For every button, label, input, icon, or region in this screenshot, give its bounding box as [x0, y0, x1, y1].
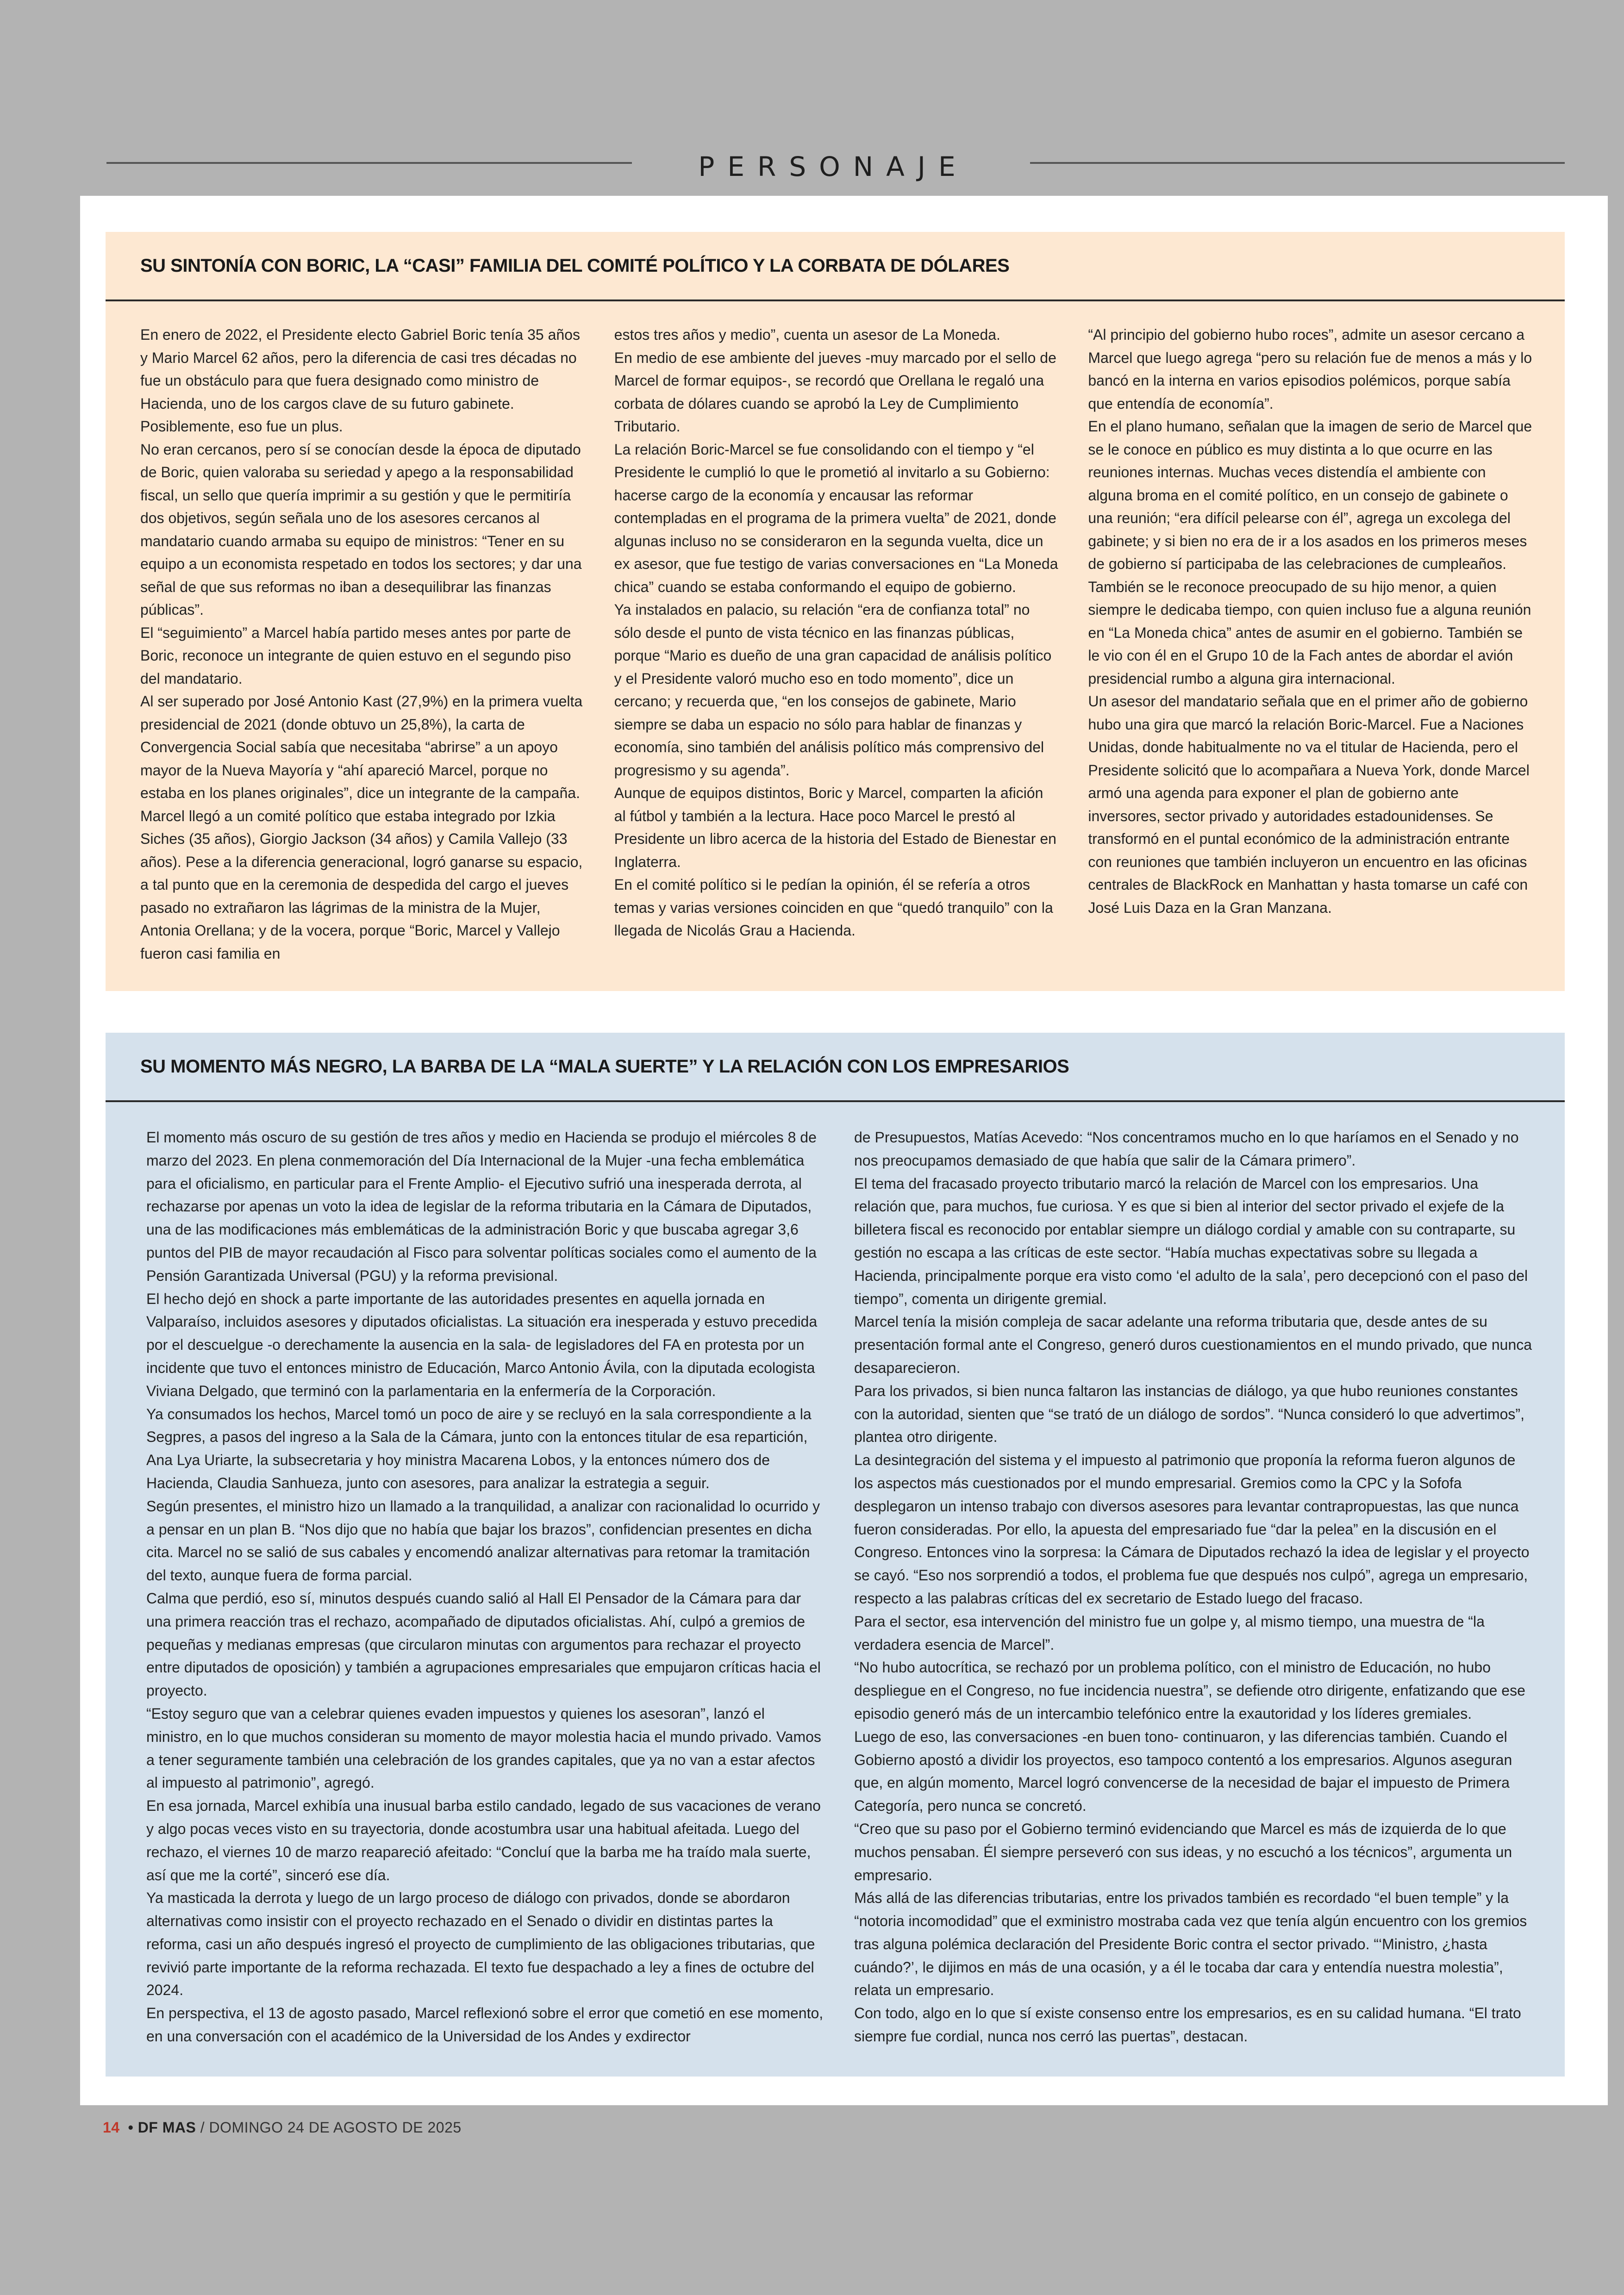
box-header [106, 232, 1565, 301]
paragraph: La relación Boric-Marcel se fue consolidando con el tiempo y “el Presidente le cumplió lo que le prometió al invitarlo a su Gobierno: hacerse cargo de la economía y encausar las reformar contempladas en el programa de la primera vuelta” de 2021, donde algunas incluso no se consideraron en la segunda vuelta, dice un ex asesor, que fue testigo de varias conversaciones en “La Moneda chica” cuando se estaba conformando el equipo de gobierno. [614, 441, 1058, 595]
paragraph: estos tres años y medio”, cuenta un asesor de La Moneda. [614, 326, 1000, 343]
box-header [106, 1033, 1565, 1102]
paragraph: El tema del fracasado proyecto tributario marcó la relación de Marcel con los empresarios. Una relación que, para muchos, fue curiosa. Y es que si bien al interior del sector privado el exjefe de la billetera fiscal es reconocido por entablar siempre un diálogo cordial y amable con su contraparte, su gestión no escapa a las críticas de este sector. “Había muchas expectativas sobre su llegada a Hacienda, principalmente porque era visto como ‘el adulto de la sala’, pero decepcionó con el paso del tiempo”, comenta un dirigente gremial. [854, 1175, 1528, 1307]
paragraph: Para el sector, esa intervención del ministro fue un golpe y, al mismo tiempo, una muestra de “la verdadera esencia de Marcel”. [854, 1613, 1485, 1653]
header-rule-right [1030, 162, 1565, 164]
paragraph: Con todo, algo en lo que sí existe consenso entre los empresarios, es en su calidad humana. “El trato siempre fue cordial, nunca nos cerró las puertas”, destacan. [854, 2005, 1521, 2045]
box-columns [106, 1102, 1565, 2048]
page-number: 14 [103, 2119, 120, 2136]
paragraph: En medio de ese ambiente del jueves -muy marcado por el sello de Marcel de formar equipos-, se recordó que Orellana le regaló una corbata de dólares cuando se aprobó la Ley de Cumplimiento Tributario. [614, 349, 1056, 435]
paragraph: En el plano humano, señalan que la imagen de serio de Marcel que se le conoce en público es muy distinta a lo que ocurre en las reuniones internas. Muchas veces distendía el ambiente con alguna broma en el comité político, en un consejo de gabinete o una reunión; “era difícil pelearse con él”, agrega un excolega del gabinete; y si bien no era de ir a los asados en los primeros meses de gobierno sí participaba de las celebraciones de cumpleaños. [1088, 418, 1532, 572]
paragraph: En esa jornada, Marcel exhibía una inusual barba estilo candado, legado de sus vacaciones de verano y algo pocas veces visto en su trayectoria, donde acostumbra usar una habitual afeitada. Luego del rechazo, el viernes 10 de marzo reapareció afeitado: “Concluí que la barba me ha traído mala suerte, así que me la corté”, sinceró ese día. [146, 1797, 821, 1883]
paragraph: Un asesor del mandatario señala que en el primer año de gobierno hubo una gira que marcó la relación Boric-Marcel. Fue a Naciones Unidas, donde habitualmente no va el titular de Hacienda, pero el Presidente solicitó que lo acompañara a Nueva York, donde Marcel armó una agenda para exponer el plan de gobierno ante inversores, sector privado y autoridades estadounidenses. Se transformó en el puntal económico de la administración entrante con reuniones que también incluyeron un encuentro en las oficinas centrales de BlackRock en Manhattan y hasta tomarse un café con José Luis Daza en la Gran Manzana. [1088, 693, 1530, 916]
paragraph: “Creo que su paso por el Gobierno terminó evidenciando que Marcel es más de izquierda de lo que muchos pensaban. Él siempre perseveró con sus ideas, y no escuchó a los técnicos”, argumenta un empresario. [854, 1820, 1512, 1883]
page-footer [103, 2119, 462, 2136]
paragraph: También se le reconoce preocupado de su hijo menor, a quien siempre le dedicaba tiempo, con quien incluso fue a alguna reunión en “La Moneda chica” antes de asumir en el gobierno. También se le vio con él en el Grupo 10 de la Fach antes de abordar el avión presidencial rumbo a alguna gira internacional. [1088, 578, 1531, 687]
paragraph: Aunque de equipos distintos, Boric y Marcel, comparten la afición al fútbol y también a la lectura. Hace poco Marcel le prestó al Presidente un libro acerca de la historia del Estado de Bienestar en Inglaterra. [614, 785, 1056, 870]
paragraph: Marcel tenía la misión compleja de sacar adelante una reforma tributaria que, desde antes de su presentación formal ante el Congreso, generó duros cuestionamientos en el mundo privado, que nunca desaparecieron. [854, 1313, 1532, 1376]
paragraph: En el comité político si le pedían la opinión, él se refería a otros temas y varias versiones coinciden en que “quedó tranquilo” con la llegada de Nicolás Grau a Hacienda. [614, 876, 1053, 939]
page-sheet [80, 196, 1608, 2105]
paragraph: El “seguimiento” a Marcel había partido meses antes por parte de Boric, reconoce un integrante de quien estuvo en el segundo piso del mandatario. [140, 624, 571, 687]
publication-name: • DF MAS [128, 2119, 196, 2136]
paragraph: En perspectiva, el 13 de agosto pasado, Marcel reflexionó sobre el error que cometió en ese momento, en una conversación con el académico de la Universidad de los Andes y exdirector [146, 2005, 824, 2045]
column-1 [140, 324, 585, 965]
paragraph: de Presupuestos, Matías Acevedo: “Nos concentramos mucho en lo que haríamos en el Senado y no nos preocupamos demasiado de que había que salir de la Cámara primero”. [854, 1129, 1519, 1169]
paragraph: Ya consumados los hechos, Marcel tomó un poco de aire y se recluyó en la sala correspondiente a la Segpres, a pasos del ingreso a la Sala de la Cámara, junto con la entonces titular de esa repartición, Ana Lya Uriarte, la subsecretaria y hoy ministra Macarena Lobos, y la entonces número dos de Hacienda, Claudia Sanhueza, junto con asesores, para analizar la estrategia a seguir. [146, 1405, 812, 1491]
paragraph: El momento más oscuro de su gestión de tres años y medio en Hacienda se produjo el miércoles 8 de marzo del 2023. En plena conmemoración del Día Internacional de la Mujer -una fecha emblemática para el oficialismo, en particular para el Frente Amplio- el Ejecutivo sufrió una inesperada derrota, al rechazarse por apenas un voto la idea de legislar de la reforma tributaria en la Cámara de Diputados, una de las modificaciones más emblemáticas de la administración Boric y que buscaba agregar 3,6 puntos del PIB de mayor recaudación al Fisco para solventar políticas sociales como el aumento de la Pensión Garantizada Universal (PGU) y la reforma previsional. [146, 1129, 817, 1284]
paragraph: Calma que perdió, eso sí, minutos después cuando salió al Hall El Pensador de la Cámara para dar una primera reacción tras el rechazo, acompañado de diputados oficialistas. Ahí, culpó a gremios de pequeñas y medianas empresas (que circularon minutas con argumentos para rechazar el proyecto entre diputados de oposición) y también a agrupaciones empresariales que empujaron críticas hacia el proyecto. [146, 1590, 821, 1699]
paragraph: Marcel llegó a un comité político que estaba integrado por Izkia Siches (35 años), Giorgio Jackson (34 años) y Camila Vallejo (33 años). Pese a la diferencia generacional, logró ganarse su espacio, a tal punto que en la ceremonia de despedida del cargo el jueves pasado no extrañaron las lágrimas de la ministra de la Mujer, Antonia Orellana; y de la vocera, porque “Boric, Marcel y Vallejo fueron casi familia en [140, 807, 583, 962]
paragraph: El hecho dejó en shock a parte importante de las autoridades presentes en aquella jornada en Valparaíso, incluidos asesores y diputados oficialistas. La situación era inesperada y estuvo precedida por el descuelgue -o derechamente la ausencia en la sala- de legisladores del FA en protesta por un incidente que tuvo el entonces ministro de Educación, Marco Antonio Ávila, con la diputada ecologista Viviana Delgado, que terminó con la parlamentaria en la enfermería de la Corporación. [146, 1290, 818, 1399]
paragraph: No eran cercanos, pero sí se conocían desde la época de diputado de Boric, quien valoraba su seriedad y apego a la responsabilidad fiscal, un sello que quería imprimir a su gestión y que le permitiría dos objetivos, según señala uno de los asesores cercanos al mandatario cuando armaba su equipo de ministros: “Tener en su equipo a un economista respetado en todos los sectores; y dar una señal de que sus reformas no iban a desequilibrar las finanzas públicas”. [140, 441, 582, 618]
column-2 [854, 1126, 1532, 2048]
column-3 [1088, 324, 1532, 965]
box-columns [106, 301, 1565, 965]
paragraph: Para los privados, si bien nunca faltaron las instancias de diálogo, ya que hubo reuniones constantes con la autoridad, sienten que “se trató de un diálogo de sordos”. “Nunca consideró lo que advertimos”, plantea otro dirigente. [854, 1382, 1524, 1446]
paragraph: La desintegración del sistema y el impuesto al patrimonio que proponía la reforma fueron algunos de los aspectos más cuestionados por el mundo empresarial. Gremios como la CPC y la Sofofa desplegaron un intenso trabajo con diversos asesores para levantar contrapropuestas, las que nunca fueron consideradas. Por ello, la apuesta del empresariado fue “dar la pelea” en la discusión en el Congreso. Entonces vino la sorpresa: la Cámara de Diputados rechazó la idea de legislar y el proyecto se cayó. “Eso nos sorprendió a todos, el problema fue que después nos culpó”, agrega un empresario, respecto a las palabras críticas del ex secretario de Estado luego del fracaso. [854, 1452, 1530, 1607]
paragraph: “Al principio del gobierno hubo roces”, admite un asesor cercano a Marcel que luego agrega “pero su relación fue de menos a más y lo bancó en la interna en varios episodios polémicos, porque sabía que entendía de economía”. [1088, 326, 1532, 412]
paragraph: Más allá de las diferencias tributarias, entre los privados también es recordado “el buen temple” y la “notoria incomodidad” que el exministro mostraba cada vez que tenía algún encuentro con los gremios tras alguna polémica declaración del Presidente Boric contra el sector privado. “‘Ministro, ¿hasta cuándo?’, le dijimos en más de una ocasión, y a él le tocaba dar cara y entendía nuestra molestia”, relata un empresario. [854, 1890, 1527, 1999]
header-rule-left [106, 162, 632, 164]
paragraph: Al ser superado por José Antonio Kast (27,9%) en la primera vuelta presidencial de 2021 (donde obtuvo un 25,8%), la carta de Convergencia Social sabía que necesitaba “abrirse” a un apoyo mayor de la Nueva Mayoría y “ahí apareció Marcel, porque no estaba en los planes originales”, dice un integrante de la campaña. [140, 693, 583, 801]
publication-date: / DOMINGO 24 DE AGOSTO DE 2025 [200, 2119, 462, 2136]
paragraph: “Estoy seguro que van a celebrar quienes evaden impuestos y quienes los asesoran”, lanzó el ministro, en lo que muchos consideran su momento de mayor molestia hacia el mundo privado. Vamos a tener seguramente también una celebración de los grandes capitales, que ya no van a estar afectos al impuesto al patrimonio”, agregó. [146, 1705, 821, 1791]
column-1 [146, 1126, 824, 2048]
sidebar-box-relationship [106, 232, 1565, 991]
paragraph: Luego de eso, las conversaciones -en buen tono- continuaron, y las diferencias también. Cuando el Gobierno apostó a dividir los proyectos, eso tampoco contentó a los empresarios. Algunos aseguran que, en algún momento, Marcel logró convencerse de la necesidad de bajar el impuesto de Primera Categoría, pero nunca se concretó. [854, 1728, 1512, 1815]
box-title: SU SINTONÍA CON BORIC, LA “CASI” FAMILIA DEL COMITÉ POLÍTICO Y LA CORBATA DE DÓLARES [140, 255, 1010, 276]
section-title: PERSONAJE [698, 151, 968, 182]
paragraph: “No hubo autocrítica, se rechazó por un problema político, con el ministro de Educación, no hubo despliegue en el Congreso, no fue incidencia nuestra”, se defiende otro dirigente, enfatizando que ese episodio generó más de un intercambio telefónico entre la exautoridad y los líderes gremiales. [854, 1659, 1525, 1722]
paragraph: Ya masticada la derrota y luego de un largo proceso de diálogo con privados, donde se abordaron alternativas como insistir con el proyecto rechazado en el Senado o dividir en distintas partes la reforma, casi un año después ingresó el proyecto de cumplimiento de las obligaciones tributarias, que revivió parte importante de la reforma rechazada. El texto fue despachado a ley a fines de octubre del 2024. [146, 1890, 815, 1999]
paragraph: En enero de 2022, el Presidente electo Gabriel Boric tenía 35 años y Mario Marcel 62 años, pero la diferencia de casi tres décadas no fue un obstáculo para que fuera designado como ministro de Hacienda, uno de los cargos clave de su futuro gabinete. Posiblemente, eso fue un plus. [140, 326, 580, 435]
paragraph: Según presentes, el ministro hizo un llamado a la tranquilidad, a analizar con racionalidad lo ocurrido y a pensar en un plan B. “Nos dijo que no había que bajar los brazos”, confidencian presentes en dicha cita. Marcel no se salió de sus cabales y encomendó analizar alternativas para retomar la tramitación del texto, aunque fuera de forma parcial. [146, 1497, 820, 1584]
paragraph: Ya instalados en palacio, su relación “era de confianza total” no sólo desde el punto de vista técnico en las finanzas públicas, porque “Mario es dueño de una gran capacidad de análisis político y el Presidente valoró mucho eso en todo momento”, dice un cercano; y recuerda que, “en los consejos de gabinete, Mario siempre se daba un espacio no sólo para hablar de finanzas y economía, sino también del análisis político más comprensivo del progresismo y su agenda”. [614, 601, 1052, 779]
sidebar-box-darkest-moment [106, 1033, 1565, 2077]
column-2 [614, 324, 1059, 965]
box-title: SU MOMENTO MÁS NEGRO, LA BARBA DE LA “MALA SUERTE” Y LA RELACIÓN CON LOS EMPRESARIOS [140, 1056, 1069, 1077]
